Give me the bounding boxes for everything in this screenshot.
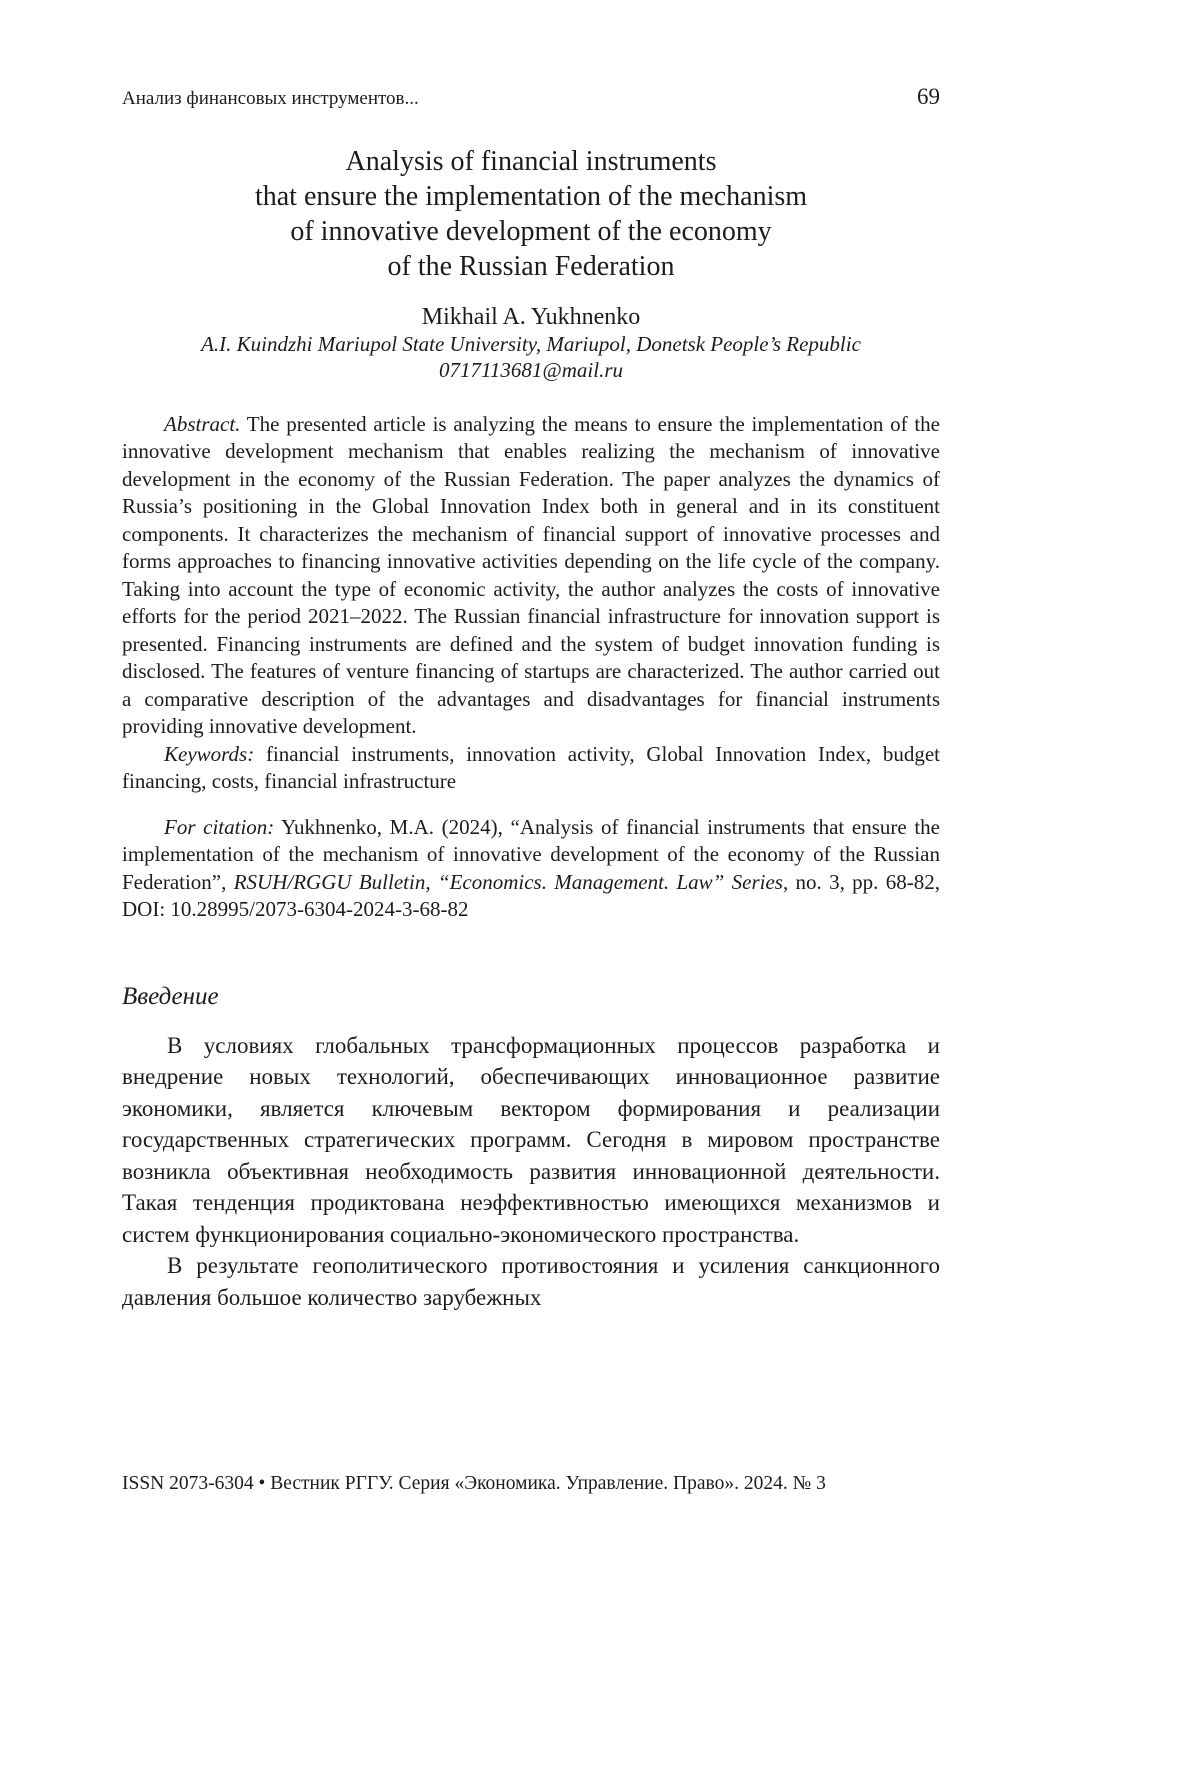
running-head [122,86,940,110]
abstract-text: The presented article is analyzing the means to ensure the implementation of the innovative development mechanism that enables realizing the mechanism of innovative development in the economy of the Russian Federation. The paper analyzes the dynamics of Russia’s positioning in the Global Innovation Index both in general and in its constituent components. It characterizes the mechanism of financial support of innovative processes and forms approaches to financing innovative activities depending on the life cycle of the company. Taking into account the type of economic activity, the author analyzes the costs of innovative efforts for the period 2021–2022. The Russian financial infrastructure for innovation support is presented. Financing instruments are defined and the system of budget innovation funding is disclosed. The features of venture financing of startups are characterized. The author carried out a comparative description of the advantages and disadvantages for financial instruments providing innovative development. [122,411,940,739]
page-number: 69 [917,84,940,109]
title-line: Analysis of financial instruments [345,146,717,177]
body-paragraph-1: В условиях глобальных трансформационных процессов разработка и внедрение новых технологий, обеспечивающих инновационное развитие экономики, является ключевым вектором формирования и реализации государственных стратегических программ. Сегодня в мировом пространстве возникла объективная необходимость развития инновационной деятельности. Такая тенденция продиктована неэффективностью имеющихся механизмов и систем функционирования социально-экономического пространства. [122,1032,940,1247]
title-line: that ensure the implementation of the mechanism [254,181,808,212]
abstract-paragraph [122,411,940,741]
article-title [122,144,940,284]
running-head-text: Анализ финансовых инструментов... [122,88,419,109]
title-line: of the Russian Federation [387,251,675,282]
author-email: 0717113681@mail.ru [438,357,624,382]
author-affiliation: A.I. Kuindzhi Mariupol State University, Mariupol, Donetsk People’s Republic [201,331,861,356]
citation-paragraph [122,814,940,924]
keywords-text: financial instruments, innovation activity, Global Innovation Index, budget financing, costs, financial infrastructure [122,741,941,794]
citation-journal-name: RSUH/RGGU Bulletin, “Economics. Management. Law” Series [233,869,783,894]
abstract-label: Abstract. [164,411,241,436]
title-line: of innovative development of the economy [290,216,772,247]
body-paragraph-2: В результате геополитического противостояния и усиления санкционного давления большое количество зарубежных [122,1253,940,1310]
keywords-label: Keywords: [164,741,255,766]
page-footer: ISSN 2073-6304 • Вестник РГГУ. Серия «Экономика. Управление. Право». 2024. № 3 [122,1473,826,1494]
section-heading-introduction: Введение [122,982,219,1010]
citation-text-part2: , no. 3, pp. 68-82, DOI: 10.28995/2073-6304-2024-3-68-82 [122,869,940,922]
author-name: Mikhail A. Yukhnenko [421,303,641,330]
citation-text-part1: Yukhnenko, M.A. (2024), “Analysis of financial instruments that ensure the implementation of the mechanism of innovative development of the economy of the Russian Federation”, [122,814,940,894]
citation-label: For citation: [164,814,275,839]
keywords-paragraph [122,741,940,796]
